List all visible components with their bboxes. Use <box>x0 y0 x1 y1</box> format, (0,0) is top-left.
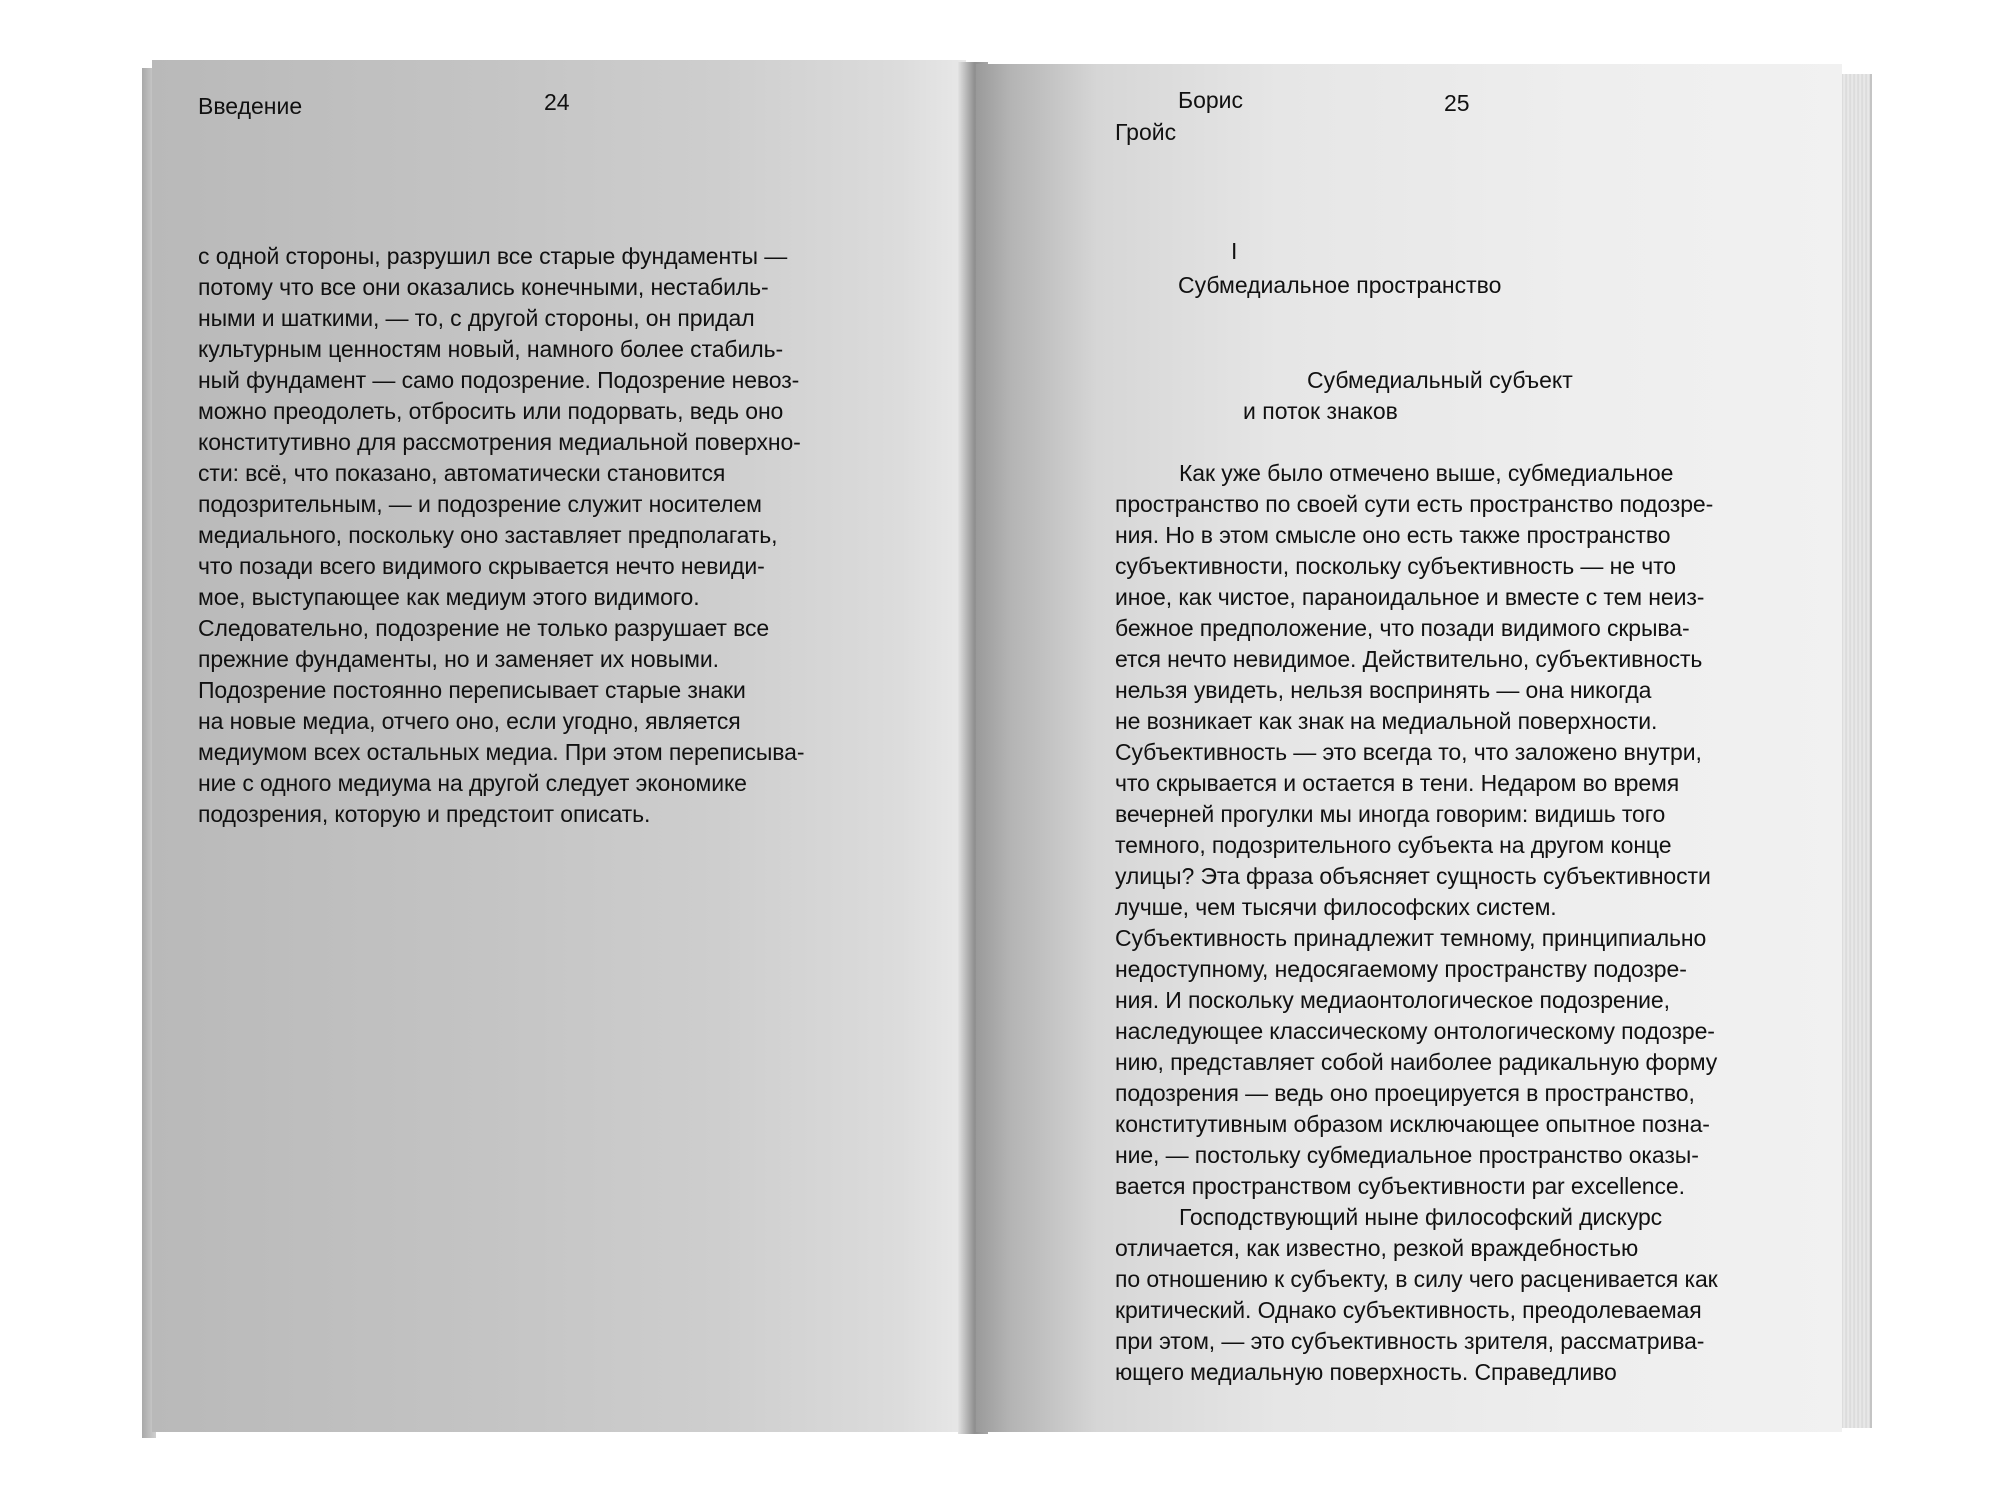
paragraph-1 <box>1115 489 1718 1202</box>
right-page <box>976 64 1842 1432</box>
text-line: нию, представляет собой наиболее радикальную форму <box>1115 1049 1718 1075</box>
text-line: Подозрение постоянно переписывает старые знаки <box>198 677 746 703</box>
text-line: субъективности, поскольку субъективность — не что <box>1115 553 1676 579</box>
text-line: что позади всего видимого скрывается нечто невиди- <box>198 553 765 579</box>
text-line: недоступному, недосягаемому пространству подозре- <box>1115 956 1687 982</box>
text-line: критический. Однако субъективность, преодолеваемая <box>1115 1297 1702 1323</box>
text-line: ние с одного медиума на другой следует экономике <box>198 770 747 796</box>
text-line: ный фундамент — само подозрение. Подозрение невоз- <box>198 367 800 393</box>
text-line: вечерней прогулки мы иногда говорим: видишь того <box>1115 801 1666 827</box>
text-line: Следовательно, подозрение не только разрушает все <box>198 615 770 641</box>
text-line: ется нечто невидимое. Действительно, субъективность <box>1115 646 1703 672</box>
text-line: медиального, поскольку оно заставляет предполагать, <box>198 522 778 548</box>
text-line: пространство по своей сути есть пространство подозре- <box>1115 491 1714 517</box>
right-page-stack <box>1838 74 1872 1428</box>
text-line: отличается, как известно, резкой враждебностью <box>1115 1235 1639 1261</box>
page-number-left: 24 <box>544 89 570 115</box>
text-line: по отношению к субъекту, в силу чего расценивается как <box>1115 1266 1718 1292</box>
text-line: что скрывается и остается в тени. Недаром во время <box>1115 770 1680 796</box>
text-line: с одной стороны, разрушил все старые фундаменты — <box>198 243 788 269</box>
text-line: культурным ценностям новый, намного более стабиль- <box>198 336 784 362</box>
text-line: лучше, чем тысячи философских систем. <box>1115 894 1557 920</box>
text-line: сти: всё, что показано, автоматически становится <box>198 460 726 486</box>
text-line: конститутивно для рассмотрения медиальной поверхно- <box>198 429 801 455</box>
left-page <box>152 60 966 1432</box>
chapter-title: Субмедиальное пространство <box>1178 272 1502 298</box>
text-line: ние, — постольку субмедиальное пространство оказы- <box>1115 1142 1699 1168</box>
text-line: мое, выступающее как медиум этого видимого. <box>198 584 700 610</box>
running-title: Введение <box>198 93 303 119</box>
text-line: ющего медиальную поверхность. Справедливо <box>1115 1359 1617 1385</box>
text-line: можно преодолеть, отбросить или подорвать, ведь оно <box>198 398 784 424</box>
text-line: потому что все они оказались конечными, нестабиль- <box>198 274 769 300</box>
left-page-body <box>198 241 804 830</box>
text-line: подозрительным, — и подозрение служит носителем <box>198 491 762 517</box>
section-title-line-1: Субмедиальный субъект <box>1307 367 1573 393</box>
text-line: ными и шаткими, — то, с другой стороны, он придал <box>198 305 755 331</box>
text-line: на новые медиа, отчего оно, если угодно, является <box>198 708 741 734</box>
text-line: Субъективность — это всегда то, что заложено внутри, <box>1115 739 1702 765</box>
text-line: подозрения, которую и предстоит описать. <box>198 801 651 827</box>
text-line: улицы? Эта фраза объясняет сущность субъективности <box>1115 863 1711 889</box>
page-number-right: 25 <box>1444 90 1470 116</box>
text-line: бежное предположение, что позади видимого скрыва- <box>1115 615 1690 641</box>
paragraph-1-first-line: Как уже было отмечено выше, субмедиальное <box>1179 460 1674 486</box>
text-line: при этом, — это субъективность зрителя, рассматрива- <box>1115 1328 1705 1354</box>
text-line: прежние фундаменты, но и заменяет их новыми. <box>198 646 719 672</box>
paragraph-2 <box>1115 1233 1718 1388</box>
text-line: Субъективность принадлежит темному, принципиально <box>1115 925 1707 951</box>
right-page-body <box>1115 458 1718 1388</box>
paragraph-2-first-line: Господствующий ныне философский дискурс <box>1179 1204 1663 1230</box>
section-title-line-2: и поток знаков <box>1243 398 1398 424</box>
text-line: темного, подозрительного субъекта на другом конце <box>1115 832 1672 858</box>
text-line: ния. Но в этом смысле оно есть также пространство <box>1115 522 1671 548</box>
text-line: медиумом всех остальных медиа. При этом переписыва- <box>198 739 805 765</box>
chapter-number: I <box>1231 238 1238 264</box>
text-line: наследующее классическому онтологическому подозре- <box>1115 1018 1715 1044</box>
text-line: подозрения — ведь оно проецируется в пространство, <box>1115 1080 1695 1106</box>
author-last-name: Гройс <box>1115 119 1177 145</box>
text-line: вается пространством субъективности par excellence. <box>1115 1173 1685 1199</box>
text-line: конститутивным образом исключающее опытное позна- <box>1115 1111 1710 1137</box>
author-first-name: Борис <box>1178 87 1244 113</box>
text-line: иное, как чистое, параноидальное и вместе с тем неиз- <box>1115 584 1705 610</box>
text-line: ния. И поскольку медиаонтологическое подозрение, <box>1115 987 1670 1013</box>
text-line: нельзя увидеть, нельзя воспринять — она никогда <box>1115 677 1652 703</box>
text-line: не возникает как знак на медиальной поверхности. <box>1115 708 1658 734</box>
